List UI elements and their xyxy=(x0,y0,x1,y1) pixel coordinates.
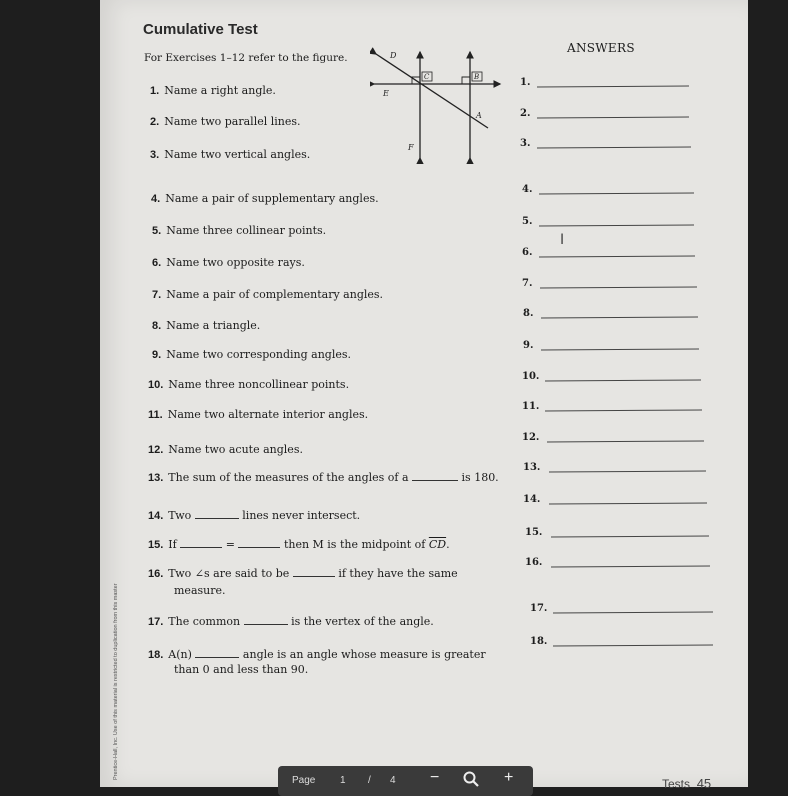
answer-number-6: 6. xyxy=(522,247,533,258)
geometry-figure xyxy=(370,46,510,164)
zoom-out-button[interactable]: − xyxy=(430,769,440,786)
blank-15b[interactable] xyxy=(238,538,280,548)
question-16: 16. Two ∠s are said to be if they have the same xyxy=(148,567,458,580)
page-title: Cumulative Test xyxy=(143,21,258,38)
question-3: 3. Name two vertical angles. xyxy=(150,148,311,161)
copyright-side-text: Prentice-Hall, Inc. Use of this material is restricted to duplication from this master xyxy=(113,583,119,780)
label-F: F xyxy=(408,143,414,152)
answer-number-3: 3. xyxy=(520,138,531,149)
question-12: 12. Name two acute angles. xyxy=(148,443,303,456)
search-zoom-button[interactable] xyxy=(462,770,480,791)
answer-number-4: 4. xyxy=(522,184,533,195)
footer-section: Tests 45 xyxy=(662,776,712,791)
label-B: B xyxy=(474,73,480,81)
question-13: 13. The sum of the measures of the angles of a is 180. xyxy=(148,471,499,484)
question-8: 8. Name a triangle. xyxy=(152,319,261,332)
answer-number-16: 16. xyxy=(525,557,543,568)
line-DA xyxy=(376,54,488,128)
question-18: 18. A(n) angle is an angle whose measure is greater xyxy=(148,648,486,661)
answer-number-9: 9. xyxy=(523,340,534,351)
question-15: 15. If = then M is the midpoint of $\overline{CD}$. xyxy=(148,538,450,551)
question-1: 1. Name a right angle. xyxy=(150,84,276,97)
question-10: 10. Name three noncollinear points. xyxy=(148,378,350,391)
answer-number-1: 1. xyxy=(520,77,531,88)
question-18-cont: than 0 and less than 90. xyxy=(174,663,309,676)
question-9: 9. Name two corresponding angles. xyxy=(152,348,352,361)
answer-number-7: 7. xyxy=(522,278,533,289)
blank-13[interactable] xyxy=(412,471,458,481)
question-16-cont: measure. xyxy=(174,584,226,597)
label-D: D xyxy=(390,51,397,60)
blank-16[interactable] xyxy=(293,567,335,577)
answer-number-13: 13. xyxy=(523,462,541,473)
magnifier-icon xyxy=(462,770,480,788)
blank-14[interactable] xyxy=(195,509,239,519)
label-E: E xyxy=(383,89,389,98)
question-11: 11. Name two alternate interior angles. xyxy=(148,408,369,421)
answer-number-18: 18. xyxy=(530,636,548,647)
answer-number-15: 15. xyxy=(525,527,543,538)
question-17: 17. The common is the vertex of the angle. xyxy=(148,615,434,628)
text-cursor-icon: I xyxy=(560,232,565,248)
blank-17[interactable] xyxy=(244,615,288,625)
answer-number-5: 5. xyxy=(522,216,533,227)
answer-number-2: 2. xyxy=(520,108,531,119)
blank-18[interactable] xyxy=(195,648,239,658)
answer-number-8: 8. xyxy=(523,308,534,319)
blank-15a[interactable] xyxy=(180,538,222,548)
intro-text: For Exercises 1–12 refer to the figure. xyxy=(144,52,348,64)
question-14: 14. Two lines never intersect. xyxy=(148,509,361,522)
answer-number-17: 17. xyxy=(530,603,548,614)
answer-number-10: 10. xyxy=(522,371,540,382)
viewer-toolbar xyxy=(278,766,533,796)
answer-number-14: 14. xyxy=(523,494,541,505)
zoom-in-button[interactable]: + xyxy=(504,769,514,786)
label-A: A xyxy=(476,111,482,120)
question-5: 5. Name three collinear points. xyxy=(152,224,327,237)
question-7: 7. Name a pair of complementary angles. xyxy=(152,288,384,301)
page-separator: / xyxy=(368,775,371,786)
page-label: Page xyxy=(292,775,316,786)
page-current-input[interactable]: 1 xyxy=(340,775,346,786)
question-4: 4. Name a pair of supplementary angles. xyxy=(151,192,379,205)
page-total: 4 xyxy=(390,775,396,786)
answer-number-12: 12. xyxy=(522,432,540,443)
answer-number-11: 11. xyxy=(522,401,540,412)
question-2: 2. Name two parallel lines. xyxy=(150,115,301,128)
question-6: 6. Name two opposite rays. xyxy=(152,256,305,269)
answers-heading: ANSWERS xyxy=(567,41,635,55)
label-C: C xyxy=(424,73,430,81)
